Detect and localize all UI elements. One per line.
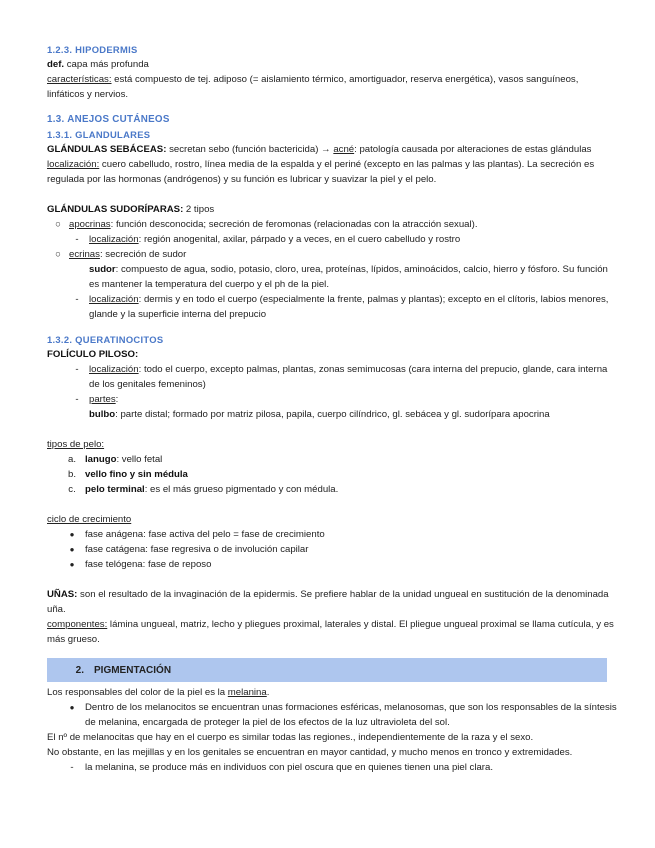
- dash-bullet-icon: -: [75, 364, 79, 375]
- partes-colon: :: [115, 394, 119, 405]
- foliculo-location-label: localización: [89, 364, 139, 375]
- section-number: 2.: [75, 664, 84, 676]
- section-heading-anejos: 1.3. ANEJOS CUTÁNEOS: [47, 114, 170, 125]
- melanina-produccion-text: la melanina, se produce más en individuos con piel oscura que en quienes tienen una piel clara.: [85, 762, 493, 773]
- location-text: cuero cabelludo, rostro, línea media de la espalda y el periné (excepto en las palmas y las plantas). La secreción es regulada por las hormonas (andrógenos) y su función es lubricar y suavizar la piel y el pelo.: [47, 159, 595, 185]
- ecrinas-text: [69, 247, 617, 262]
- unas-label: UÑAS:: [47, 589, 78, 600]
- ecrinas-location-label: localización: [89, 294, 139, 305]
- partes-text: [85, 392, 617, 422]
- melanina-term: melanina: [227, 687, 267, 698]
- list-item-foliculo-location: [47, 362, 617, 392]
- dash-bullet-icon: -: [75, 234, 79, 245]
- bullet-icon: ●: [69, 545, 75, 554]
- list-item-ecrinas-location: [47, 292, 617, 322]
- list-item-telogena: [47, 557, 617, 572]
- characteristics-text: está compuesto de tej. adiposo (= aislamiento térmico, amortiguador, reserva energética), vasos sanguíneos, linfáticos y nervios.: [47, 74, 579, 100]
- bulbo-desc: : parte distal; formado por matriz pilosa, papila, cuerpo cilíndrico, gl. sebácea y gl. sudorípara apocrina: [115, 409, 550, 420]
- sweat-text: 2 tipos: [183, 204, 215, 215]
- sebaceous-location: [47, 157, 617, 187]
- circle-bullet-icon: ○: [55, 249, 61, 260]
- componentes-text: lámina ungueal, matriz, lecho y pliegues proximal, laterales y distal. El pliegue ungueal proximal se llama cutícula, y es más grueso.: [47, 619, 614, 645]
- tipos-pelo-heading: tipos de pelo:: [47, 439, 105, 450]
- dash-bullet-icon: -: [70, 762, 74, 773]
- lanugo-desc: : vello fetal: [116, 454, 163, 465]
- acne-term: acné: [333, 144, 355, 155]
- list-item-tipo-c: [47, 482, 617, 497]
- list-item-partes: [47, 392, 617, 422]
- circle-bullet-icon: ○: [55, 219, 61, 230]
- componentes-label: componentes:: [47, 619, 108, 630]
- def-text: capa más profunda: [64, 59, 149, 70]
- location-label: localización:: [47, 159, 100, 170]
- dash-bullet-icon: -: [75, 394, 79, 405]
- list-item-ecrinas: [47, 247, 617, 262]
- apocrinas-location-desc: : región anogenital, axilar, párpado y a veces, en el cuero cabelludo y rostro: [138, 234, 461, 245]
- lanugo-label: lanugo: [85, 454, 117, 465]
- tipo-a-text: [85, 452, 617, 467]
- sebaceous-text: secretan sebo (función bactericida) →: [166, 144, 334, 155]
- apocrinas-label: apocrinas: [69, 219, 111, 230]
- characteristics-label: características:: [47, 74, 112, 85]
- apocrinas-desc: : función desconocida; secreción de feromonas (relacionadas con la atracción sexual).: [110, 219, 478, 230]
- list-item-tipo-b: [47, 467, 617, 482]
- bulbo-label: bulbo: [89, 409, 116, 420]
- sweat-label: GLÁNDULAS SUDORÍPARAS:: [47, 204, 184, 215]
- document-page: [47, 42, 617, 775]
- subheading-glandulares: 1.3.1. GLANDULARES: [47, 129, 151, 140]
- section-banner-pigmentacion: [47, 658, 607, 682]
- tipo-c-text: [85, 482, 617, 497]
- sebaceous-glands: [47, 142, 617, 157]
- terminal-desc: : es el más grueso pigmentado y con médula.: [144, 484, 339, 495]
- sweat-glands: [47, 202, 617, 217]
- partes-label: partes: [89, 394, 116, 405]
- telogena-text: fase telógena: fase de reposo: [85, 559, 212, 570]
- ecrinas-location-desc: : dermis y en todo el cuerpo (especialmente la frente, palmas y plantas); excepto en el clítoris, labios menores, glande y la superficie interna del prepucio: [89, 294, 609, 320]
- list-item-tipo-a: [47, 452, 617, 467]
- ecrinas-location-text: [85, 292, 617, 322]
- catagena-text: fase catágena: fase regresiva o de involución capilar: [85, 544, 309, 555]
- no-obstante-paragraph: No obstante, en las mejillas y en los genitales se encuentran en mayor cantidad, y mucho menos en tronco y extremidades.: [47, 747, 573, 758]
- hipodermis-definition: [47, 57, 617, 72]
- ciclo-heading: ciclo de crecimiento: [47, 514, 132, 525]
- apocrinas-text: [69, 217, 617, 232]
- def-label: def.: [47, 59, 65, 70]
- list-item-catagena: [47, 542, 617, 557]
- foliculo-heading: FOLÍCULO PILOSO:: [47, 349, 139, 360]
- foliculo-location-text: [85, 362, 617, 392]
- anagena-text: fase anágena: fase activa del pelo = fase de crecimiento: [85, 529, 325, 540]
- ecrinas-label: ecrinas: [69, 249, 100, 260]
- apocrinas-location-label: localización: [89, 234, 139, 245]
- list-item-apocrinas: [47, 217, 617, 232]
- melanocitos-text: Dentro de los melanocitos se encuentran unas formaciones esféricas, melanosomas, que son los responsables de la síntesis de melanina, encargada de proteger la piel de los efectos de la luz ultravioleta del sol.: [85, 702, 617, 728]
- list-marker-c: c.: [68, 484, 76, 495]
- bullet-icon: ●: [69, 530, 75, 539]
- dash-bullet-icon: -: [75, 294, 79, 305]
- section-title: PIGMENTACIÓN: [94, 664, 172, 676]
- sudor-desc: : compuesto de agua, sodio, potasio, cloro, urea, proteínas, lípidos, aminoácidos, calcio, hierro y fósforo. Su función es mantener la temperatura del cuerpo y el ph de la piel.: [89, 264, 608, 290]
- responsables-paragraph: [47, 685, 617, 700]
- list-item-apocrinas-location: [47, 232, 617, 247]
- sudor-text: [89, 262, 617, 292]
- sebaceous-label: GLÁNDULAS SEBÁCEAS:: [47, 144, 167, 155]
- responsables-end: .: [266, 687, 270, 698]
- hipodermis-characteristics: [47, 72, 617, 102]
- list-item-anagena: [47, 527, 617, 542]
- sudor-label: sudor: [89, 264, 116, 275]
- bullet-icon: ●: [69, 703, 75, 712]
- componentes-paragraph: [47, 617, 617, 647]
- responsables-text: Los responsables del color de la piel es la: [47, 687, 228, 698]
- list-item-melanocitos: [47, 700, 617, 730]
- unas-text: son el resultado de la invaginación de la epidermis. Se prefiere hablar de la unidad ungueal en sustitución de la denominada uña.: [47, 589, 609, 615]
- foliculo-location-desc: : todo el cuerpo, excepto palmas, plantas, zonas semimucosas (cara interna del prepucio, glande, cara interna de los genitales femeninos): [89, 364, 608, 390]
- tipo-b-text: [85, 467, 617, 482]
- section-heading-hipodermis: 1.2.3. HIPODERMIS: [47, 44, 138, 55]
- melanocitos-number-paragraph: El nº de melanocitas que hay en el cuerpo es similar todas las regiones., independientemente de la raza y el sexo.: [47, 732, 534, 743]
- vello-label: vello fino y sin médula: [85, 469, 188, 480]
- ecrinas-desc: : secreción de sudor: [99, 249, 187, 260]
- list-marker-a: a.: [67, 454, 76, 465]
- acne-text: : patología causada por alteraciones de estas glándulas: [354, 144, 592, 155]
- list-item-sudor: [47, 262, 617, 292]
- list-marker-b: b.: [67, 469, 76, 480]
- bullet-icon: ●: [69, 560, 75, 569]
- subheading-queratinocitos: 1.3.2. QUERATINOCITOS: [47, 334, 164, 345]
- apocrinas-location-text: [85, 232, 617, 247]
- unas-paragraph: [47, 587, 617, 617]
- terminal-label: pelo terminal: [85, 484, 145, 495]
- list-item-melanina-produccion: [47, 760, 617, 775]
